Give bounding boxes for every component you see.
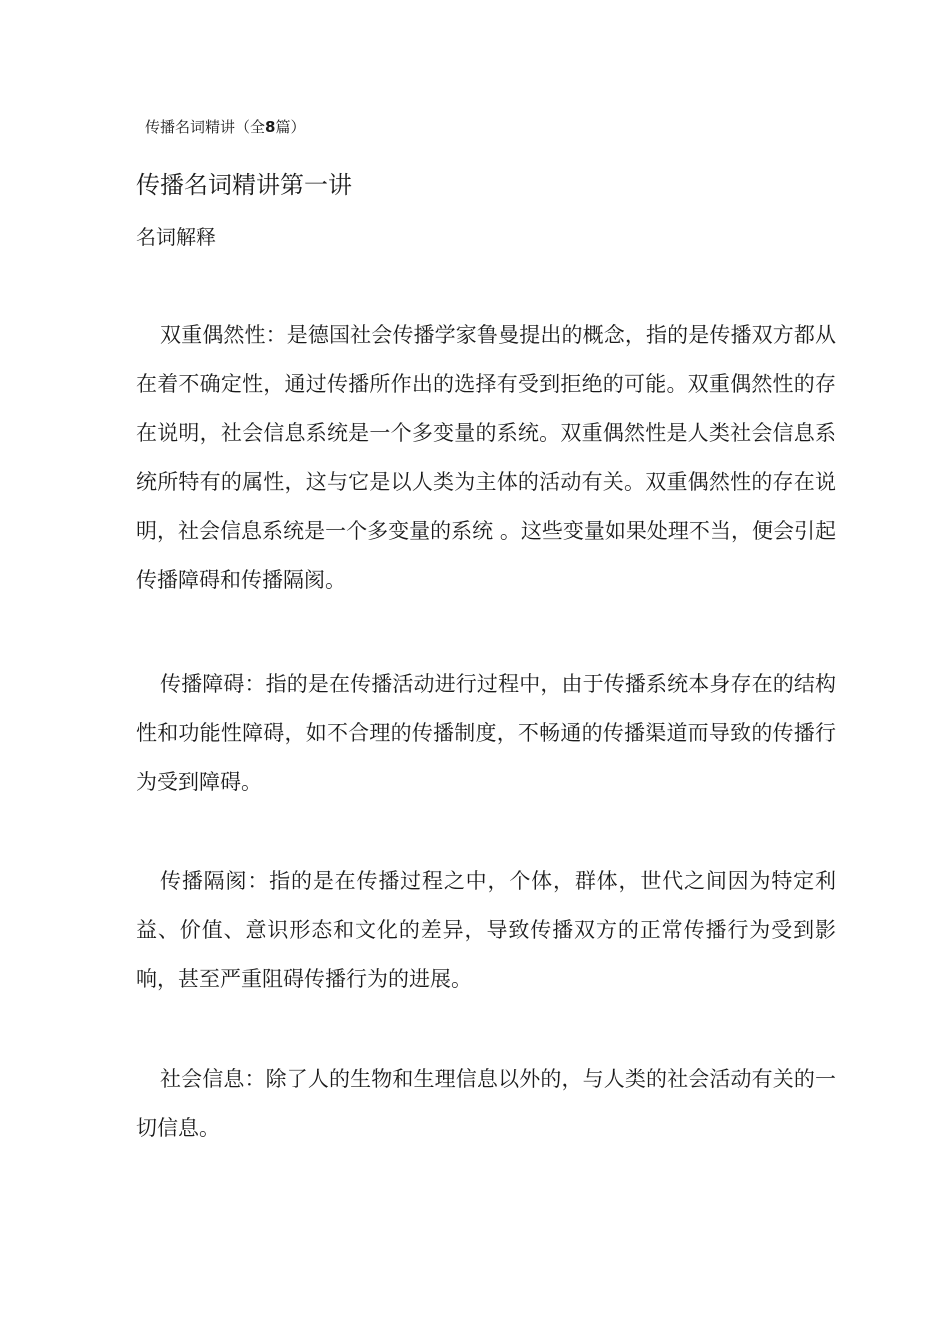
- term-entry-double-contingency: 双重偶然性：是德国社会传播学家鲁曼提出的概念，指的是传播双方都从在着不确定性，通过传播所作出的选择有受到拒绝的可能。双重偶然性的存在说明，社会信息系统是一个多变量的系统。双重偶然性是人类社会信息系统所特有的属性，这与它是以人类为主体的活动有关。双重偶然性的存在说明，社会信息系统是一个多变量的系统 。这些变量如果处理不当，便会引起传播障碍和传播隔阂。: [136, 323, 836, 592]
- lecture-title: 传播名词精讲第一讲: [136, 171, 352, 199]
- term-entry-communication-gap: 传播隔阂：指的是在传播过程之中，个体，群体，世代之间因为特定利益、价值、意识形态和文化的差异，导致传播双方的正常传播行为受到影响，甚至严重阻碍传播行为的进展。: [136, 869, 836, 991]
- term-entry-communication-barrier: 传播障碍：指的是在传播活动进行过程中，由于传播系统本身存在的结构性和功能性障碍，如不合理的传播制度，不畅通的传播渠道而导致的传播行为受到障碍。: [136, 672, 836, 794]
- term-entry-social-information: 社会信息：除了人的生物和生理信息以外的，与人类的社会活动有关的一切信息。: [136, 1067, 836, 1140]
- document-header-suffix: 篇）: [275, 118, 306, 136]
- section-title: 名词解释: [136, 225, 216, 249]
- document-header-count: 8: [265, 118, 276, 136]
- document-header-prefix: 传播名词精讲（全: [145, 118, 266, 136]
- document-header: [145, 116, 305, 138]
